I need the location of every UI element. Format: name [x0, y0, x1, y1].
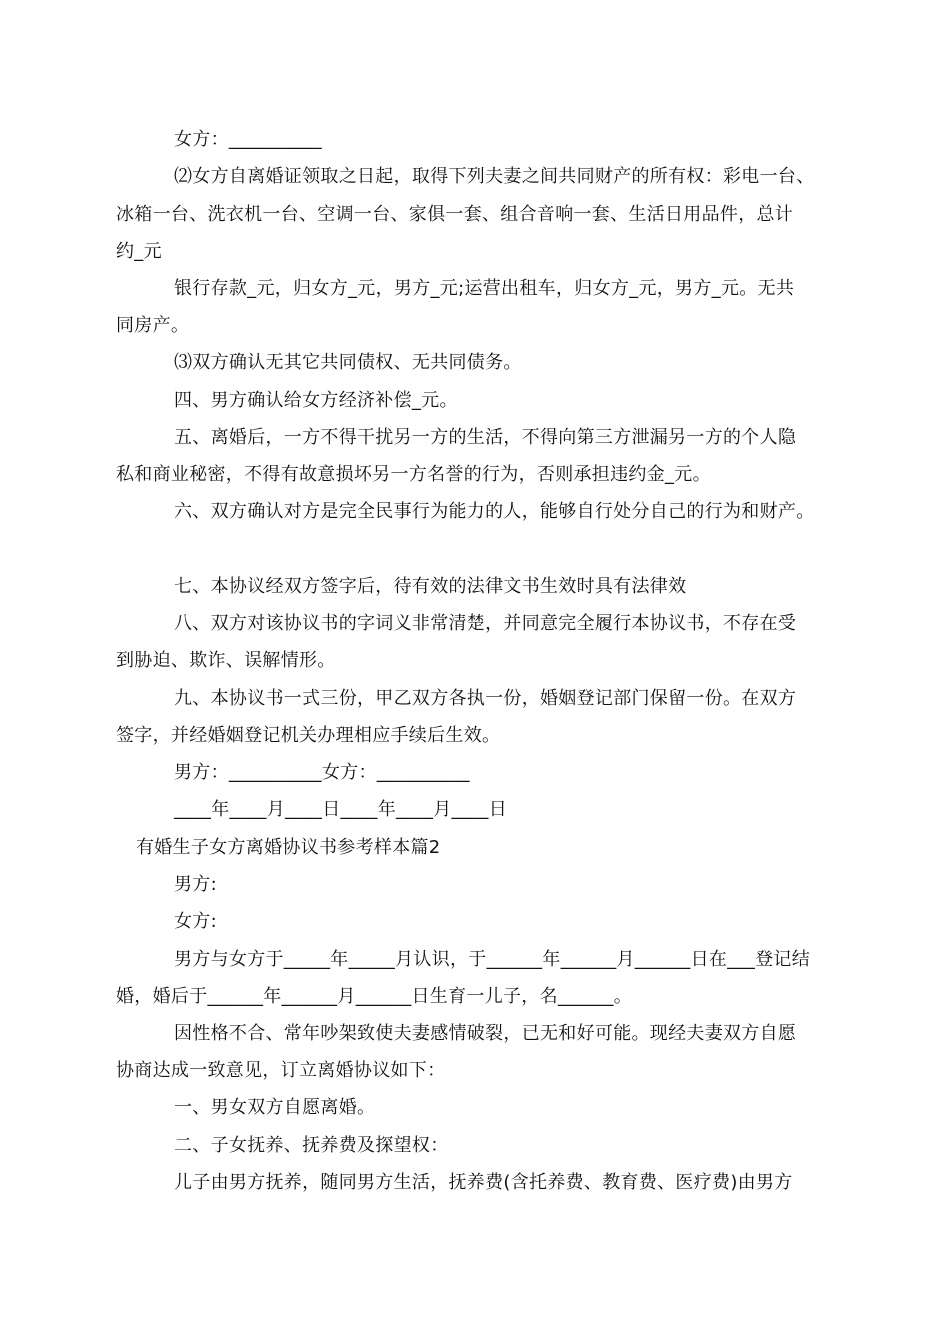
paragraph-line: 因性格不合、常年吵架致使夫妻感情破裂，已无和好可能。现经夫妻双方自愿	[174, 1023, 797, 1044]
paragraph-line: 八、双方对该协议书的字词义非常清楚，并同意完全履行本协议书，不存在受	[174, 613, 797, 634]
signature-line: 男方：__________女方：__________	[174, 762, 470, 783]
paragraph-line: 银行存款_元，归女方_元，男方_元;运营出租车，归女方_元，男方_元。无共	[174, 278, 795, 299]
paragraph-line: 签字，并经婚姻登记机关办理相应手续后生效。	[116, 725, 501, 746]
paragraph-line: 女方:	[174, 911, 217, 932]
paragraph-line: 男方:	[174, 874, 217, 895]
paragraph-line: 四、男方确认给女方经济补偿_元。	[174, 390, 458, 411]
paragraph-line: ⑶双方确认无其它共同债权、无共同债务。	[174, 352, 522, 373]
paragraph-line: 私和商业秘密，不得有故意损坏另一方名誉的行为，否则承担违约金_元。	[116, 464, 711, 485]
paragraph-line: 同房产。	[116, 315, 190, 336]
section-heading: 有婚生子女方离婚协议书参考样本篇2	[136, 837, 441, 858]
paragraph-line: 男方与女方于_____年_____月认识，于______年______月______日在___登记结	[174, 949, 810, 970]
paragraph-line: 冰箱一台、洗衣机一台、空调一台、家俱一套、组合音响一套、生活日用品件，总计	[116, 204, 794, 225]
paragraph-line: 五、离婚后，一方不得干扰另一方的生活，不得向第三方泄漏另一方的个人隐	[174, 427, 797, 448]
paragraph-line: 到胁迫、欺诈、误解情形。	[116, 650, 336, 671]
paragraph-line: 协商达成一致意见，订立离婚协议如下：	[116, 1060, 446, 1081]
paragraph-line: 一、男女双方自愿离婚。	[174, 1097, 376, 1118]
paragraph-line: 儿子由男方抚养，随同男方生活，抚养费(含托养费、教育费、医疗费)由男方	[174, 1172, 793, 1193]
paragraph-line: 二、子女抚养、抚养费及探望权：	[174, 1135, 449, 1156]
date-line: ____年____月____日____年____月____日	[174, 799, 507, 820]
paragraph-line: 六、双方确认对方是完全民事行为能力的人，能够自行处分自己的行为和财产。	[174, 501, 815, 522]
paragraph-line: 九、本协议书一式三份，甲乙双方各执一份，婚姻登记部门保留一份。在双方	[174, 688, 797, 709]
paragraph-line: 婚，婚后于______年______月______日生育一儿子，名______。	[116, 986, 632, 1007]
paragraph-line: 约_元	[116, 241, 162, 262]
paragraph-line: 女方：__________	[174, 129, 322, 150]
paragraph-line: ⑵女方自离婚证领取之日起，取得下列夫妻之间共同财产的所有权：彩电一台、	[174, 166, 815, 187]
paragraph-line: 七、本协议经双方签字后，待有效的法律文书生效时具有法律效	[174, 576, 687, 597]
